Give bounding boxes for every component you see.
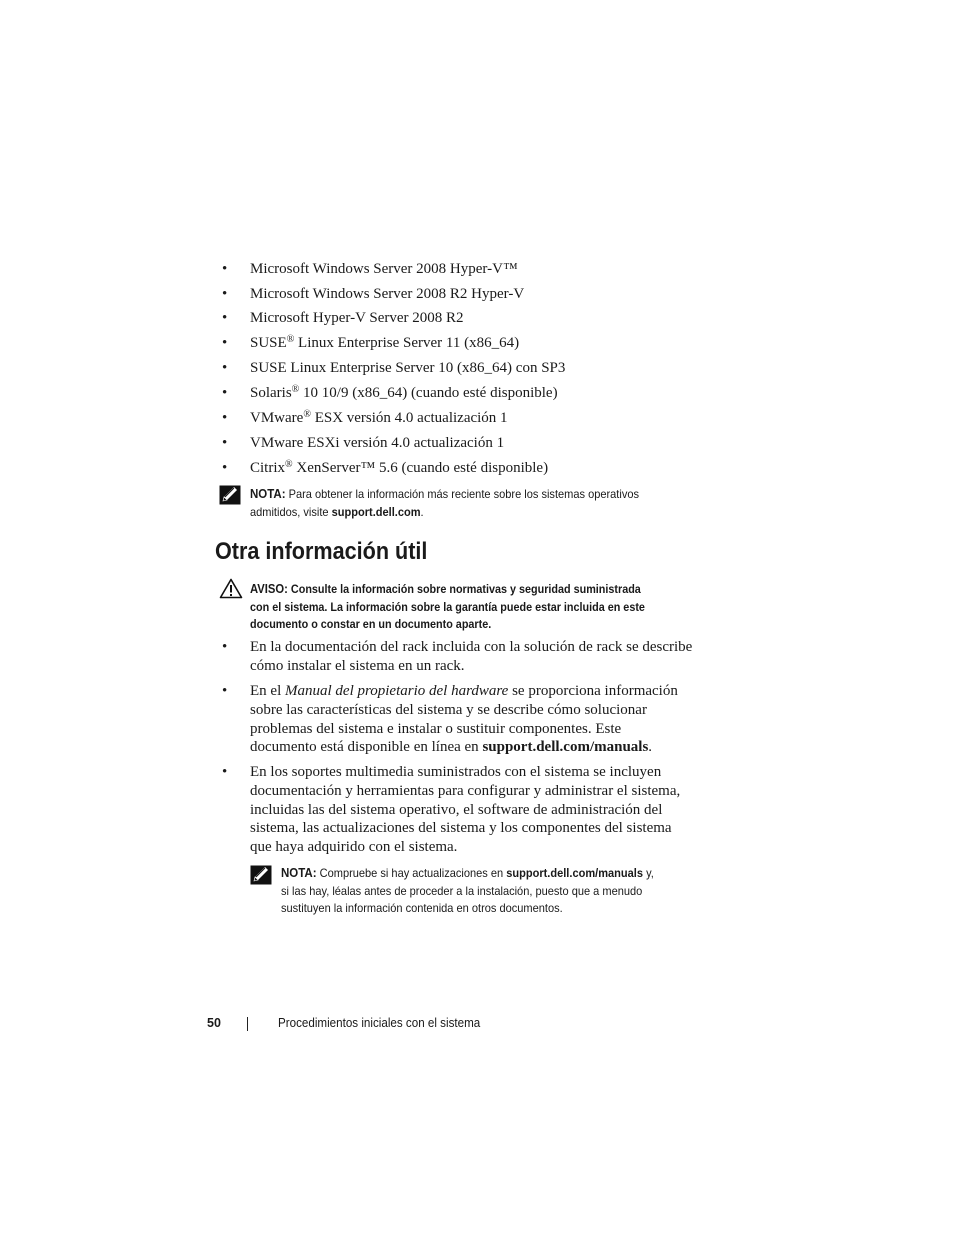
note-os-support: NOTA: Para obtener la información más reciente sobre los sistemas operativos admitidos, visite support.dell.com. xyxy=(250,487,640,519)
warning-notice: AVISO: Consulte la información sobre normativas y seguridad suministrada con el sistema. La información sobre la garantía puede estar incluida en este documento o constar en un documento aparte. xyxy=(250,582,645,631)
manual-title: Manual del propietario del hardware xyxy=(285,683,509,699)
pencil-note-icon xyxy=(219,485,241,510)
manuals-link[interactable]: support.dell.com/manuals xyxy=(506,866,644,880)
footer-divider xyxy=(247,1017,248,1031)
support-link[interactable]: support.dell.com xyxy=(331,504,421,519)
footer-title: Procedimientos iniciales con el sistema xyxy=(278,1016,481,1030)
page-number: 50 xyxy=(207,1016,221,1030)
section-title: Otra información útil xyxy=(215,538,428,565)
manuals-link[interactable]: support.dell.com/manuals xyxy=(482,739,649,756)
pencil-note-icon xyxy=(250,865,272,890)
warning-triangle-icon xyxy=(219,578,243,604)
note-updates: NOTA: Compruebe si hay actualizaciones en support.dell.com/manuals y, si las hay, léalas antes de proceder a la instalación, puesto que a menudo sustituyen la información contenida en otros documentos. xyxy=(281,866,654,915)
